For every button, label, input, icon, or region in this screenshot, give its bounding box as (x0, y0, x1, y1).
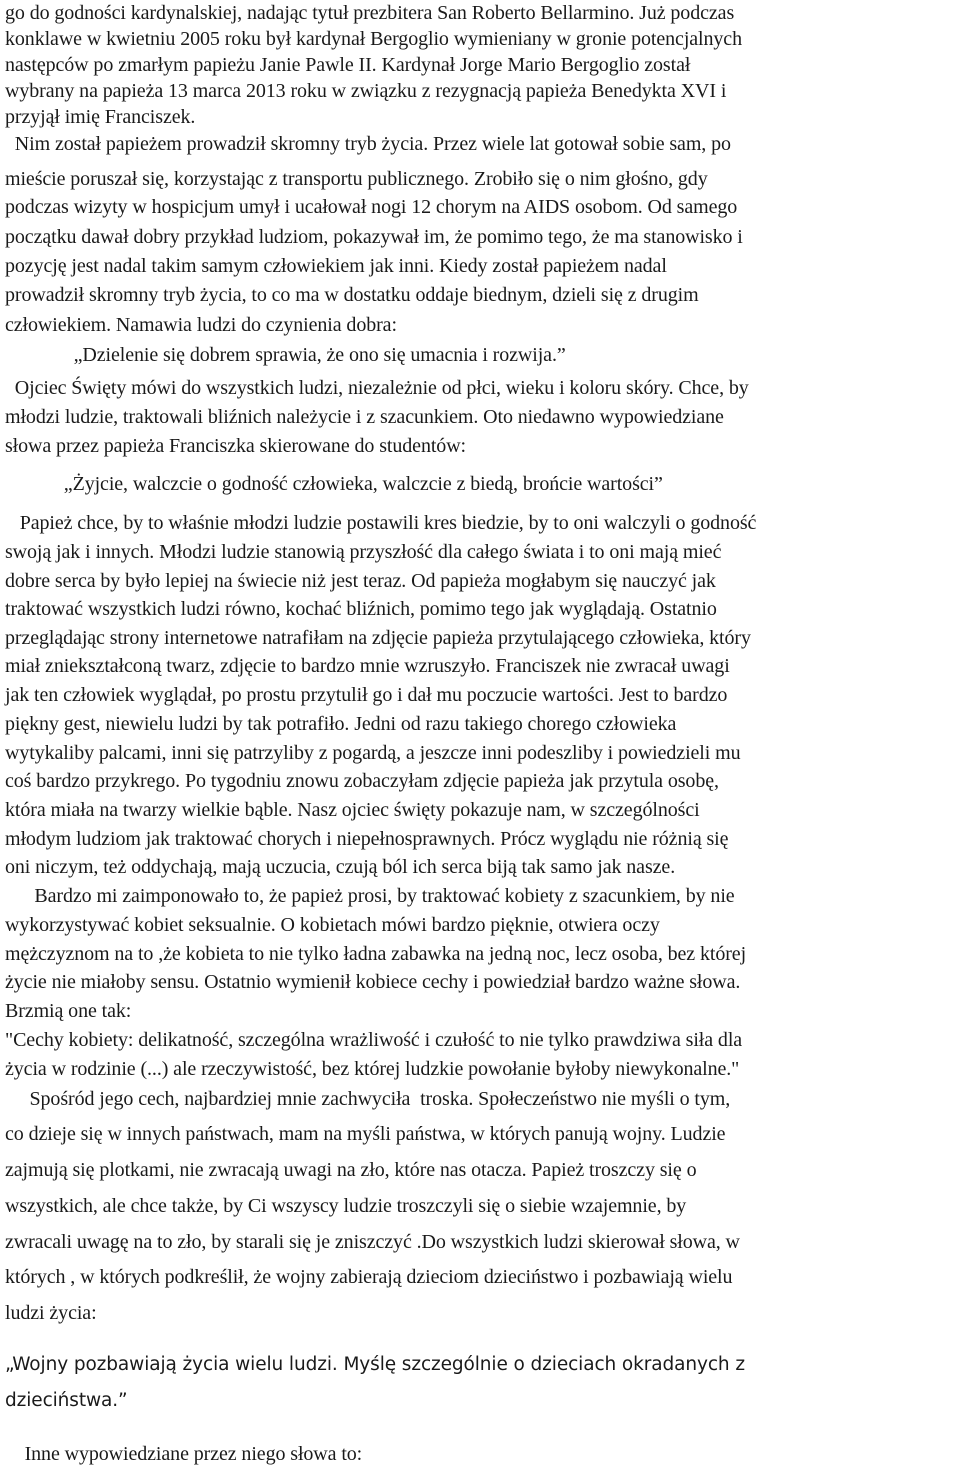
text-line: następców po zmarłym papieżu Janie Pawle II. Kardynał Jorge Mario Bergoglio został (5, 54, 691, 76)
text-line: wykorzystywać kobiet seksualnie. O kobietach mówi bardzo pięknie, otwiera oczy (5, 914, 660, 936)
text-line: Ojciec Święty mówi do wszystkich ludzi, niezależnie od płci, wieku i koloru skóry. Chce, by (5, 377, 749, 399)
text-line: Bardzo mi zaimponowało to, że papież prosi, by traktować kobiety z szacunkiem, by nie (5, 885, 735, 907)
text-line: piękny gest, niewielu ludzi by tak potrafiło. Jedni od razu takiego chorego człowieka (5, 713, 677, 735)
text-line: wybrany na papieża 13 marca 2013 roku w związku z rezygnacją papieża Benedykta XVI i (5, 80, 727, 102)
quote-line: dzieciństwa.” (5, 1390, 128, 1411)
text-line: mieście poruszał się, korzystając z transportu publicznego. Zrobiło się o nim głośno, gdy (5, 168, 708, 190)
text-line: początku dawał dobry przykład ludziom, pokazywał im, że pomimo tego, że ma stanowisko i (5, 226, 743, 248)
text-line: życia w rodzinie (...) ale rzeczywistość, bez której ludzkie powołanie byłoby niewykonalne." (5, 1058, 740, 1080)
text-line: ludzi życia: (5, 1302, 97, 1324)
text-line: wszystkich, ale chce także, by Ci wszyscy ludzie troszczyli się o siebie wzajemnie, by (5, 1195, 687, 1217)
text-line: przyjął imię Franciszek. (5, 106, 196, 128)
text-line: zajmują się plotkami, nie zwracają uwagi na zło, które nas otacza. Papież troszczy się o (5, 1159, 697, 1181)
text-line: konklawe w kwietniu 2005 roku był kardynał Bergoglio wymieniany w gronie potencjalnych (5, 28, 742, 50)
text-line: miał zniekształconą twarz, zdjęcie to bardzo mnie wzruszyło. Franciszek nie zwracał uwagi (5, 655, 730, 677)
text-line: która miała na twarzy wielkie bąble. Nasz ojciec święty pokazuje nam, w szczególności (5, 799, 700, 821)
text-line: dobre serca by było lepiej na świecie niż jest teraz. Od papieża mogłabym się nauczyć jak (5, 570, 716, 592)
text-line: oni niczym, też oddychają, mają uczucia, czują ból ich serca biją tak samo jak nasze. (5, 856, 676, 878)
text-line: Inne wypowiedziane przez niego słowa to: (5, 1443, 363, 1465)
text-line: podczas wizyty w hospicjum umył i ucałował nogi 12 chorym na AIDS osobom. Od samego (5, 196, 738, 218)
text-line: Spośród jego cech, najbardziej mnie zachwyciła troska. Społeczeństwo nie myśli o tym, (5, 1088, 731, 1110)
text-line: słowa przez papieża Franciszka skierowane do studentów: (5, 435, 466, 457)
text-line: go do godności kardynalskiej, nadając tytuł prezbitera San Roberto Bellarmino. Już podczas (5, 2, 735, 24)
text-line: Brzmią one tak: (5, 1000, 132, 1022)
quote-line: „Żyjcie, walczcie o godność człowieka, walczcie z biedą, brońcie wartości” (5, 473, 663, 495)
quote-line: „Dzielenie się dobrem sprawia, że ono się umacnia i rozwija.” (5, 344, 566, 366)
text-line: co dzieje się w innych państwach, mam na myśli państwa, w których panują wojny. Ludzie (5, 1123, 726, 1145)
text-line: swoją jak i innych. Młodzi ludzie stanowią przyszłość dla całego świata i to oni mają mieć (5, 541, 722, 563)
text-line: "Cechy kobiety: delikatność, szczególna wrażliwość i czułość to nie tylko prawdziwa siła dla (5, 1029, 743, 1051)
text-line: pozycję jest nadal takim samym człowiekiem jak inni. Kiedy został papieżem nadal (5, 255, 667, 277)
text-line: życie nie miałoby sensu. Ostatnio wymienił kobiece cechy i powiedział bardzo ważne słowa. (5, 971, 741, 993)
text-line: młodym ludziom jak traktować chorych i niepełnosprawnych. Prócz wyglądu nie różnią się (5, 828, 729, 850)
text-line: coś bardzo przykrego. Po tygodniu znowu zobaczyłam zdjęcie papieża jak przytula osobę, (5, 770, 719, 792)
quote-line: „Wojny pozbawiają życia wielu ludzi. Myślę szczególnie o dzieciach okradanych z (5, 1354, 745, 1375)
text-line: zwracali uwagę na to zło, by starali się je zniszczyć .Do wszystkich ludzi skierował słowa, w (5, 1231, 740, 1253)
text-line: traktować wszystkich ludzi równo, kochać bliźnich, pomimo tego jak wyglądają. Ostatnio (5, 598, 717, 620)
text-line: jak ten człowiek wyglądał, po prostu przytulił go i dał mu poczucie wartości. Jest to bardzo (5, 684, 728, 706)
text-line: prowadził skromny tryb życia, to co ma w dostatku oddaje biednym, dzieli się z drugim (5, 284, 699, 306)
text-line: których , w których podkreślił, że wojny zabierają dzieciom dzieciństwo i pozbawiają wielu (5, 1266, 733, 1288)
text-line: przeglądając strony internetowe natrafiłam na zdjęcie papieża przytulającego człowieka, który (5, 627, 751, 649)
text-line: mężczyznom na to ,że kobieta to nie tylko ładna zabawka na jedną noc, lecz osoba, bez której (5, 943, 747, 965)
text-line: Papież chce, by to właśnie młodzi ludzie postawili kres biedzie, by to oni walczyli o godność (5, 512, 757, 534)
text-line: Nim został papieżem prowadził skromny tryb życia. Przez wiele lat gotował sobie sam, po (5, 133, 731, 155)
text-line: człowiekiem. Namawia ludzi do czynienia dobra: (5, 314, 397, 336)
text-line: wytykaliby palcami, inni się patrzyliby z pogardą, a jeszcze inni podeszliby i powiedzieli mu (5, 742, 741, 764)
text-line: młodzi ludzie, traktowali bliźnich należycie i z szacunkiem. Oto niedawno wypowiedziane (5, 406, 724, 428)
